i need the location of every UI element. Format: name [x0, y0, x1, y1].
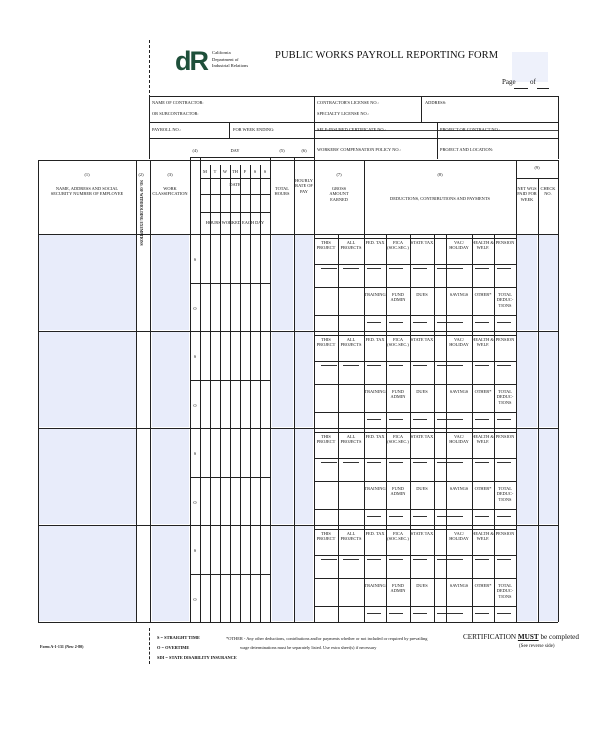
entry-line[interactable]	[449, 613, 463, 614]
entry-line[interactable]	[413, 419, 427, 420]
straight-time-label: S	[193, 257, 197, 262]
entry-line[interactable]	[389, 365, 403, 366]
grid-column-rule	[150, 160, 151, 622]
day-th: TH	[232, 169, 238, 174]
deduction-row-top	[314, 335, 516, 336]
dues-label: DUES	[416, 486, 428, 491]
deduction-column-rule	[446, 234, 447, 622]
net-wages-cell[interactable]	[517, 332, 537, 427]
deduction-row-bottom	[314, 361, 516, 362]
vac-holiday-label: VAC/ HOLIDAY	[449, 337, 469, 348]
deduction-row-bottom	[314, 264, 516, 265]
all-projects-label: ALL PROJECTS	[340, 531, 362, 542]
total-hours-cell[interactable]	[272, 235, 293, 330]
health-welfare-label: HEALTH & WELF.	[472, 531, 494, 542]
grid-column-rule	[136, 160, 137, 622]
entry-line[interactable]	[367, 322, 381, 323]
grid-column-rule	[250, 165, 251, 622]
this-project-label: THIS PROJECT	[316, 531, 336, 542]
fed-tax-label: FED. TAX	[365, 434, 385, 439]
this-project-label: THIS PROJECT	[316, 337, 336, 348]
overtime-label: O	[193, 597, 197, 602]
block-rule	[38, 622, 558, 623]
date-label: DATE	[229, 182, 241, 187]
grid-column-rule	[220, 165, 221, 622]
vac-holiday-label: VAC/ HOLIDAY	[449, 434, 469, 445]
deduction-column-rule	[434, 234, 435, 622]
training-label: TRAINING	[364, 292, 386, 297]
entry-line[interactable]	[497, 419, 511, 420]
health-welfare-label: HEALTH & WELF.	[472, 434, 494, 445]
entry-line[interactable]	[389, 559, 403, 560]
workers-comp-field[interactable]: WORKERS' COMPENSATION POLICY NO.:	[317, 147, 401, 152]
entry-line[interactable]	[413, 462, 427, 463]
form-number: Form A-1-131 (New 2-80)	[40, 644, 84, 649]
other-label: OTHER*	[474, 292, 492, 297]
entry-line[interactable]	[367, 419, 381, 420]
grid-column-rule	[260, 165, 261, 622]
entry-line[interactable]	[475, 613, 489, 614]
overtime-label: O	[193, 500, 197, 505]
grid-column-rule	[38, 160, 39, 622]
savings-label: SAVINGS	[449, 583, 469, 588]
check-no-cell[interactable]	[539, 526, 558, 621]
training-label: TRAINING	[364, 486, 386, 491]
hourly-rate-cell[interactable]	[295, 526, 313, 621]
payroll-no-field[interactable]: PAYROLL NO.:	[152, 127, 182, 132]
week-ending-field[interactable]: FOR WEEK ENDING:	[233, 127, 275, 132]
entry-line[interactable]	[497, 365, 511, 366]
all-projects-label: ALL PROJECTS	[340, 337, 362, 348]
grid-column-rule	[190, 157, 191, 622]
col2-number: (2)	[138, 172, 144, 177]
entry-line[interactable]	[367, 462, 381, 463]
grid-column-rule	[270, 157, 271, 622]
deduction-row-bottom	[314, 509, 516, 510]
col9-net-wages: NET WGS PAID FOR WEEK	[517, 186, 537, 202]
page-label: Page	[502, 78, 516, 86]
entry-line[interactable]	[413, 559, 427, 560]
deduction-row-bottom	[314, 606, 516, 607]
straight-time-label: S	[193, 451, 197, 456]
entry-line[interactable]	[343, 268, 359, 269]
entry-line[interactable]	[497, 516, 511, 517]
dues-label: DUES	[416, 389, 428, 394]
deduction-row-bottom	[314, 315, 516, 316]
col9-number: (9)	[534, 165, 540, 170]
training-label: TRAINING	[364, 583, 386, 588]
work-classification-cell[interactable]	[152, 332, 189, 427]
fica-label: FICA (SOC.SEC.)	[387, 531, 409, 542]
entry-line[interactable]	[321, 462, 337, 463]
fund-admin-label: FUND ADMIN	[390, 292, 406, 303]
entry-line[interactable]	[389, 419, 403, 420]
overtime-label: O	[193, 306, 197, 311]
overtime-label: O	[193, 403, 197, 408]
entry-line[interactable]	[475, 268, 489, 269]
net-wages-cell[interactable]	[517, 235, 537, 330]
entry-line[interactable]	[389, 462, 403, 463]
employee-name-cell[interactable]	[38, 526, 136, 621]
pension-label: PENSION	[495, 240, 515, 245]
work-classification-cell[interactable]	[152, 526, 189, 621]
day-f: F	[243, 169, 247, 174]
fed-tax-label: FED. TAX	[365, 531, 385, 536]
entry-line[interactable]	[497, 462, 511, 463]
other-note-line1: *OTHER - Any other deductions, contributions and/or payments whether or not included or required by prevailing	[226, 636, 428, 641]
this-project-label: THIS PROJECT	[316, 240, 336, 251]
legend-overtime: O = OVERTIME	[157, 645, 190, 650]
legend-sdi: SDI = STATE DISABILITY INSURANCE	[157, 655, 237, 660]
savings-label: SAVINGS	[449, 486, 469, 491]
col3-work-classification: WORK CLASSIFICATION	[152, 186, 188, 197]
col1-number: (1)	[84, 172, 90, 177]
fund-admin-label: FUND ADMIN	[390, 486, 406, 497]
state-tax-label: STATE TAX	[410, 240, 434, 245]
day-w: W	[222, 169, 228, 174]
col7-gross-amount: GROSS AMOUNT EARNED	[329, 186, 349, 202]
employee-name-cell[interactable]	[38, 429, 136, 524]
entry-line[interactable]	[475, 516, 489, 517]
name-of-contractor-field[interactable]: NAME OF CONTRACTOR:	[152, 100, 204, 105]
training-label: TRAINING	[364, 389, 386, 394]
grid-column-rule	[294, 157, 295, 622]
subcontractor-field[interactable]: OR SUBCONTRACTOR:	[152, 111, 199, 116]
entry-line[interactable]	[449, 419, 463, 420]
entry-line[interactable]	[321, 559, 337, 560]
dashed-margin-line	[149, 40, 150, 98]
entry-line[interactable]	[413, 516, 427, 517]
contractor-license-field[interactable]: CONTRACTOR'S LICENSE NO.:	[317, 100, 379, 105]
all-projects-label: ALL PROJECTS	[340, 434, 362, 445]
entry-line[interactable]	[413, 268, 427, 269]
address-field[interactable]: ADDRESS:	[425, 100, 447, 105]
entry-line[interactable]	[475, 559, 489, 560]
day-label: DAY	[230, 148, 240, 153]
this-project-label: THIS PROJECT	[316, 434, 336, 445]
entry-line[interactable]	[343, 559, 359, 560]
deduction-column-rule	[338, 234, 339, 622]
fund-admin-label: FUND ADMIN	[390, 389, 406, 400]
grid-column-rule	[538, 178, 539, 622]
grid-column-rule	[516, 160, 517, 622]
deduction-row-top	[314, 238, 516, 239]
pension-label: PENSION	[495, 337, 515, 342]
specialty-license-field[interactable]: SPECIALTY LICENSE NO.:	[317, 111, 369, 116]
total-deductions-label: TOTAL DEDUC-TIONS	[496, 292, 514, 308]
entry-line[interactable]	[367, 559, 381, 560]
hourly-rate-cell[interactable]	[295, 429, 313, 524]
hours-worked-label: HOURS WORKED EACH DAY	[205, 220, 265, 225]
fica-label: FICA (SOC.SEC.)	[387, 337, 409, 348]
page-number-field[interactable]	[514, 88, 528, 89]
deduction-row-bottom	[314, 412, 516, 413]
straight-time-label: S	[193, 354, 197, 359]
state-tax-label: STATE TAX	[410, 531, 434, 536]
entry-line[interactable]	[497, 613, 511, 614]
entry-line[interactable]	[413, 365, 427, 366]
deduction-column-rule	[472, 234, 473, 622]
dir-logo: dR	[175, 46, 207, 76]
project-contract-field[interactable]: PROJECT OR CONTRACT NO.:	[440, 127, 501, 132]
total-deductions-label: TOTAL DEDUC-TIONS	[496, 486, 514, 502]
day-sa: S	[253, 169, 257, 174]
health-welfare-label: HEALTH & WELF.	[472, 240, 494, 251]
entry-line[interactable]	[475, 462, 489, 463]
other-label: OTHER*	[474, 486, 492, 491]
day-m: M	[203, 169, 207, 174]
total-hours-cell[interactable]	[272, 526, 293, 621]
page-total-field[interactable]	[537, 88, 549, 89]
col8-deductions: DEDUCTIONS, CONTRIBUTIONS AND PAYMENTS	[390, 196, 490, 201]
straight-time-label: S	[193, 548, 197, 553]
entry-line[interactable]	[449, 268, 463, 269]
col6-number: (6)	[301, 148, 307, 153]
deduction-row-bottom	[314, 458, 516, 459]
deduction-row-bottom	[314, 555, 516, 556]
savings-label: SAVINGS	[449, 292, 469, 297]
state-tax-label: STATE TAX	[410, 434, 434, 439]
col5-total-hours: TOTAL HOURS	[274, 186, 290, 197]
col4-number: (4)	[192, 148, 198, 153]
agency-name: California Department of Industrial Relations	[212, 50, 249, 69]
entry-line[interactable]	[343, 462, 359, 463]
day-su: S	[263, 169, 267, 174]
col3-number: (3)	[167, 172, 173, 177]
entry-line[interactable]	[389, 268, 403, 269]
entry-line[interactable]	[497, 268, 511, 269]
pension-label: PENSION	[495, 434, 515, 439]
grid-column-rule	[558, 160, 559, 622]
entry-line[interactable]	[343, 365, 359, 366]
other-note-line2: wage determinations must be separately listed. Use extra sheet(s) if necessary	[240, 645, 377, 650]
work-classification-cell[interactable]	[152, 429, 189, 524]
grid-column-rule	[314, 157, 315, 622]
entry-line[interactable]	[389, 613, 403, 614]
entry-line[interactable]	[449, 462, 463, 463]
entry-line[interactable]	[497, 559, 511, 560]
vac-holiday-label: VAC/ HOLIDAY	[449, 531, 469, 542]
certification-sub: (See reverse side)	[519, 644, 555, 649]
grid-column-rule	[240, 165, 241, 622]
entry-line[interactable]	[475, 365, 489, 366]
hourly-rate-cell[interactable]	[295, 332, 313, 427]
entry-line[interactable]	[389, 322, 403, 323]
entry-line[interactable]	[449, 559, 463, 560]
dues-label: DUES	[416, 583, 428, 588]
entry-line[interactable]	[389, 516, 403, 517]
work-classification-cell[interactable]	[152, 235, 189, 330]
hourly-rate-cell[interactable]	[295, 235, 313, 330]
col9-header-rule	[516, 178, 558, 179]
col6-hourly-rate: HOURLY RATE OF PAY	[295, 178, 313, 194]
grid-column-rule	[230, 165, 231, 622]
entry-line[interactable]	[449, 516, 463, 517]
fed-tax-label: FED. TAX	[365, 337, 385, 342]
entry-line[interactable]	[367, 268, 381, 269]
day-t: T	[213, 169, 217, 174]
employee-name-cell[interactable]	[38, 332, 136, 427]
dashed-margin-line-bottom	[149, 628, 150, 664]
entry-line[interactable]	[321, 365, 337, 366]
col5-number: (5)	[279, 148, 285, 153]
deduction-row-top	[314, 578, 516, 579]
total-hours-cell[interactable]	[272, 429, 293, 524]
form-title: PUBLIC WORKS PAYROLL REPORTING FORM	[275, 50, 499, 61]
entry-line[interactable]	[367, 516, 381, 517]
fica-label: FICA (SOC.SEC.)	[387, 434, 409, 445]
dues-label: DUES	[416, 292, 428, 297]
deduction-row-top	[314, 529, 516, 530]
entry-line[interactable]	[413, 613, 427, 614]
grid-column-rule	[364, 160, 365, 622]
entry-line[interactable]	[367, 613, 381, 614]
entry-line[interactable]	[413, 322, 427, 323]
col8-number: (8)	[437, 172, 443, 177]
net-wages-cell[interactable]	[517, 526, 537, 621]
total-deductions-label: TOTAL DEDUC-TIONS	[496, 583, 514, 599]
of-label: of	[530, 78, 536, 86]
col9-check-no: CHECK NO.	[540, 186, 556, 197]
project-location-field[interactable]: PROJECT AND LOCATION:	[440, 147, 494, 152]
check-no-cell[interactable]	[539, 429, 558, 524]
entry-line[interactable]	[367, 365, 381, 366]
legend-straight: S = STRAIGHT TIME	[157, 635, 200, 640]
total-deductions-label: TOTAL DEDUC-TIONS	[496, 389, 514, 405]
entry-line[interactable]	[449, 322, 463, 323]
deduction-row-top	[314, 384, 516, 385]
check-no-cell[interactable]	[539, 235, 558, 330]
state-tax-label: STATE TAX	[410, 337, 434, 342]
col7-number: (7)	[336, 172, 342, 177]
savings-label: SAVINGS	[449, 389, 469, 394]
certification-notice: CERTIFICATION MUST be completed	[463, 633, 579, 641]
deduction-row-top	[314, 481, 516, 482]
pension-label: PENSION	[495, 531, 515, 536]
col1-name-address-ssn: NAME, ADDRESS AND SOCIAL SECURITY NUMBER OF EMPLOYEE	[50, 186, 124, 197]
grid-column-rule	[200, 157, 201, 622]
grid-column-rule	[210, 165, 211, 622]
vac-holiday-label: VAC/ HOLIDAY	[449, 240, 469, 251]
check-no-cell[interactable]	[539, 332, 558, 427]
fund-admin-label: FUND ADMIN	[390, 583, 406, 594]
employee-name-cell[interactable]	[38, 235, 136, 330]
all-projects-label: ALL PROJECTS	[340, 240, 362, 251]
deduction-column-rule	[410, 234, 411, 622]
net-wages-cell[interactable]	[517, 429, 537, 524]
deduction-row-top	[314, 432, 516, 433]
deduction-column-rule	[494, 234, 495, 622]
fica-label: FICA (SOC.SEC.)	[387, 240, 409, 251]
entry-line[interactable]	[321, 268, 337, 269]
total-hours-cell[interactable]	[272, 332, 293, 427]
deduction-column-rule	[386, 234, 387, 622]
entry-line[interactable]	[475, 322, 489, 323]
entry-line[interactable]	[449, 365, 463, 366]
deduction-row-top	[314, 287, 516, 288]
entry-line[interactable]	[497, 322, 511, 323]
other-label: OTHER*	[474, 389, 492, 394]
health-welfare-label: HEALTH & WELF.	[472, 337, 494, 348]
other-label: OTHER*	[474, 583, 492, 588]
entry-line[interactable]	[475, 419, 489, 420]
fed-tax-label: FED. TAX	[365, 240, 385, 245]
col2-exemptions: NO. OF WITHHOLDING EXEMPTIONS	[139, 180, 144, 246]
self-insured-field[interactable]: SELF-INSURED CERTIFICATE NO.:	[317, 127, 386, 132]
